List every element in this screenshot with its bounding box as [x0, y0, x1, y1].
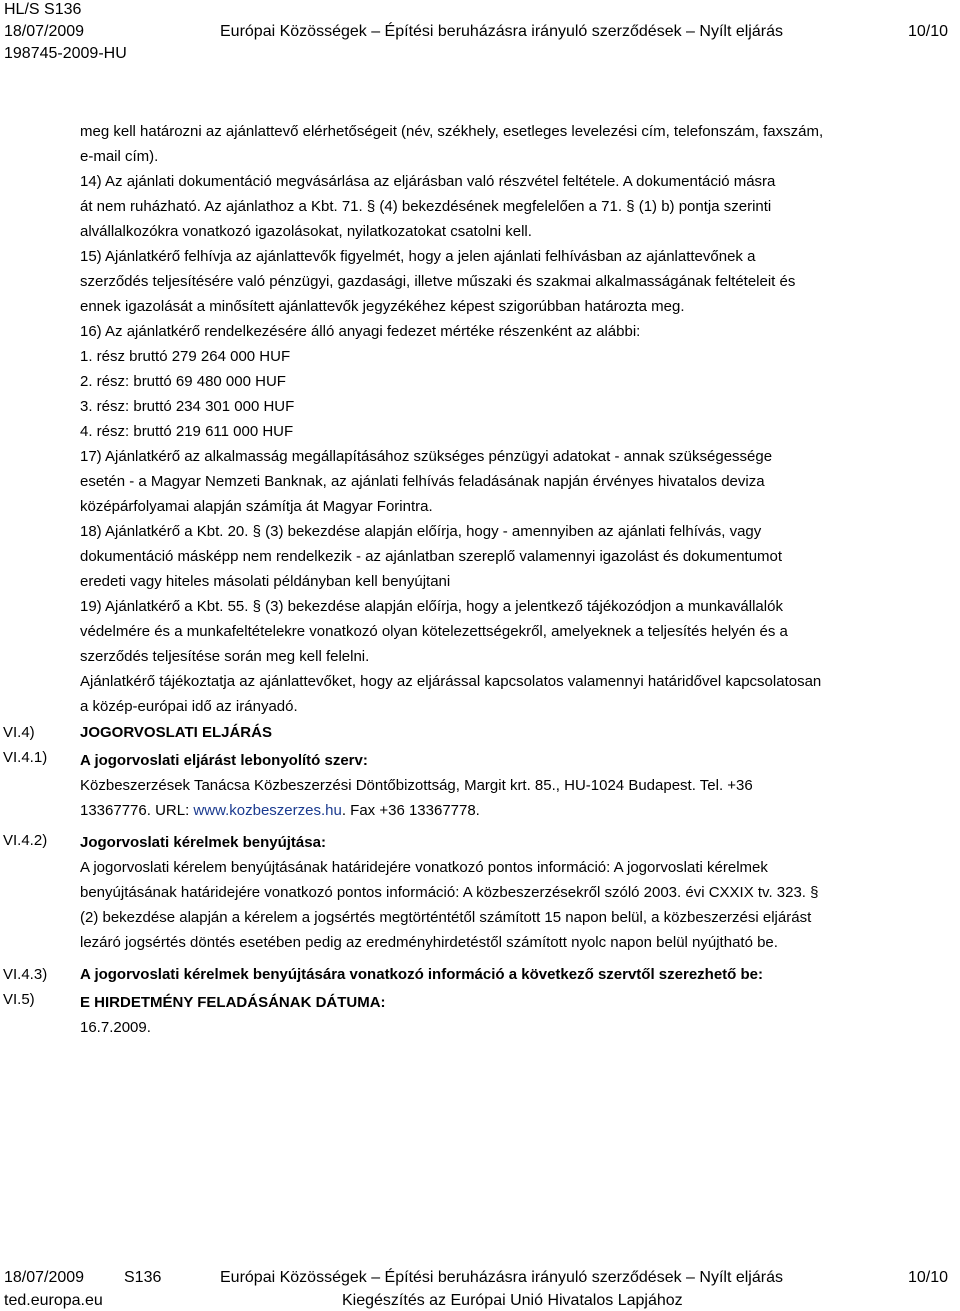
footer-page-number: 10/10: [908, 1269, 949, 1286]
document-text-line: 15) Ajánlatkérő felhívja az ajánlattevők figyelmét, hogy a jelen ajánlati felhívásban az ajánlattevőnek a: [80, 248, 756, 265]
review-body-address: Közbeszerzések Tanácsa Közbeszerzési Döntőbizottság, Margit krt. 85., HU-1024 Budapest. Tel. +36: [80, 777, 753, 794]
contact-fax-text: . Fax +36 13367778.: [341, 802, 480, 819]
header-date: 18/07/2009: [4, 23, 85, 40]
section-vi4: [80, 720, 958, 745]
section-vi41: [80, 748, 958, 823]
section-label-vi5: VI.5): [3, 991, 35, 1008]
document-text-line: 3. rész: bruttó 234 301 000 HUF: [80, 398, 295, 415]
section-heading-review-body: A jogorvoslati eljárást lebonyolító szerv:: [80, 752, 368, 769]
section-label-vi43: VI.4.3): [3, 966, 48, 983]
document-text-line: 19) Ajánlatkérő a Kbt. 55. § (3) bekezdése alapján előírja, hogy a jelentkező tájékozódjon a munkavállalók: [80, 598, 783, 615]
header-doc-id: 198745-2009-HU: [4, 45, 127, 62]
section-heading-info-source: A jogorvoslati kérelmek benyújtására vonatkozó információ a következő szervtől szerezhető be:: [80, 966, 763, 983]
section-heading-submission: Jogorvoslati kérelmek benyújtása:: [80, 834, 326, 851]
section-vi3-text: [80, 119, 958, 719]
review-body-contact: [80, 798, 958, 823]
footer-title: Európai Közösségek – Építési beruházásra irányuló szerződések – Nyílt eljárás: [220, 1269, 783, 1286]
section-vi42: [80, 830, 958, 955]
header-title: Európai Közösségek – Építési beruházásra irányuló szerződések – Nyílt eljárás: [220, 23, 783, 40]
document-text-line: 17) Ajánlatkérő az alkalmasság megállapításához szükséges pénzügyi adatokat - annak szükségessége: [80, 448, 773, 465]
section-label-vi41: VI.4.1): [3, 749, 48, 766]
document-text-line: Ajánlatkérő tájékoztatja az ajánlattevőket, hogy az eljárással kapcsolatos valamennyi határidővel kapcsolatosan: [80, 673, 822, 690]
document-text-line: alvállalkozókra vonatkozó igazolásokat, nyilatkozatokat csatolni kell.: [80, 223, 532, 240]
document-text-line: dokumentáció másképp nem rendelkezik - az ajánlatban szereplő valamennyi igazolást és dokumentumot: [80, 548, 783, 565]
document-text-line: 4. rész: bruttó 219 611 000 HUF: [80, 423, 294, 440]
document-text-line: át nem ruházható. Az ajánlathoz a Kbt. 71. § (4) bekezdésének megfelelően a 71. § (1) b) pontja szerinti: [80, 198, 772, 215]
header-page-number: 10/10: [908, 23, 949, 40]
section-heading-dispatch-date: E HIRDETMÉNY FELADÁSÁNAK DÁTUMA:: [80, 994, 386, 1011]
document-text-line: eredeti vagy hiteles másolati példányban kell benyújtani: [80, 573, 451, 590]
document-text-line: 18) Ajánlatkérő a Kbt. 20. § (3) bekezdése alapján előírja, hogy - amennyiben az ajánlati felhívás, vagy: [80, 523, 762, 540]
document-text-line: ennek igazolását a minősített ajánlattevők jegyzékéhez képest szigorúbban határozta meg.: [80, 298, 685, 315]
header-series: HL/S S136: [4, 1, 82, 18]
footer-date: 18/07/2009: [4, 1269, 85, 1286]
document-text-line: esetén - a Magyar Nemzeti Banknak, az ajánlati felhívás feladásának napján érvényes hivatalos deviza: [80, 473, 765, 490]
footer-issue: S136: [124, 1269, 162, 1286]
dispatch-date-value: 16.7.2009.: [80, 1019, 151, 1036]
document-text-line: szerződés teljesítése során meg kell felelni.: [80, 648, 370, 665]
footer-supplement: Kiegészítés az Európai Unió Hivatalos Lapjához: [342, 1292, 683, 1309]
section-vi5: [80, 990, 958, 1040]
section-label-vi42: VI.4.2): [3, 832, 48, 849]
document-text-line: középárfolyamai alapján számítja át Magyar Forintra.: [80, 498, 433, 515]
document-text-line: védelmére és a munkafeltételekre vonatkozó olyan kötelezettségekről, amelyeknek a teljesítés helyén és a: [80, 623, 788, 640]
document-text-line: 16) Az ajánlatkérő rendelkezésére álló anyagi fedezet mértéke részenként az alábbi:: [80, 323, 641, 340]
submission-text-line: benyújtásának határidejére vonatkozó pontos információ: A közbeszerzésekről szóló 2003. évi CXXIX tv. 323. §: [80, 884, 819, 901]
section-heading-jogorvoslat: JOGORVOSLATI ELJÁRÁS: [80, 724, 272, 741]
review-body-url-link[interactable]: www.kozbeszerzes.hu: [193, 802, 342, 819]
section-label-vi4: VI.4): [3, 724, 35, 741]
document-text-line: e-mail cím).: [80, 148, 159, 165]
document-text-line: 2. rész: bruttó 69 480 000 HUF: [80, 373, 286, 390]
document-body: [80, 119, 958, 719]
contact-phone-text: 13367776. URL:: [80, 802, 194, 819]
submission-text-line: (2) bekezdése alapján a kérelem a jogsértés megtörténtétől számított 15 napon belül, a közbeszerzési eljárást: [80, 909, 812, 926]
submission-text-line: lezáró jogsértés döntés esetében pedig az eredményhirdetéstől számított nyolc napon belül nyújtható be.: [80, 934, 778, 951]
document-text-line: szerződés teljesítésére való pénzügyi, gazdasági, illetve műszaki és szakmai alkalmasságának feltételeit és: [80, 273, 796, 290]
document-text-line: 1. rész bruttó 279 264 000 HUF: [80, 348, 291, 365]
submission-text-line: A jogorvoslati kérelem benyújtásának határidejére vonatkozó pontos információ: A jogorvoslati kérelmek: [80, 859, 768, 876]
document-text-line: 14) Az ajánlati dokumentáció megvásárlása az eljárásban való részvétel feltétele. A dokumentáció másra: [80, 173, 776, 190]
footer-site-link[interactable]: ted.europa.eu: [4, 1292, 103, 1309]
document-text-line: meg kell határozni az ajánlattevő elérhetőségeit (név, székhely, esetleges levelezési cím, telefonszám, faxszám,: [80, 123, 824, 140]
document-text-line: a közép-európai idő az irányadó.: [80, 698, 298, 715]
section-vi43: [80, 962, 958, 987]
